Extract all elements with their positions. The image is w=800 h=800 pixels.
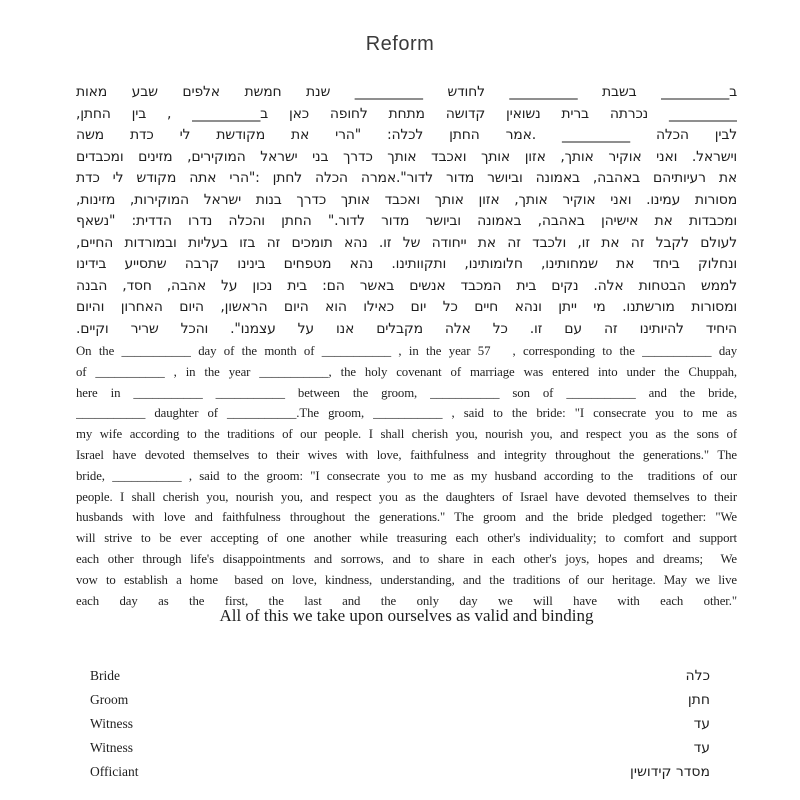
hebrew-text-line: לעולם לקבל זה את זו, ולכבד זה את ייחודה של זו. נהא תומכים זה בזו בעליות ובמורדות החיים, [76, 234, 737, 251]
english-text-line: will strive to be ever accepting of one another while treasuring each other's individuality; to comfort and support [76, 531, 737, 546]
english-text-line: my wife according to the traditions of our people. I shall cherish you, nourish you, and respect you as the sons of [76, 427, 737, 442]
hebrew-paragraph [76, 82, 737, 340]
signature-label-hebrew: חתן [687, 692, 710, 708]
signature-row [90, 668, 710, 692]
hebrew-text-line: וישראל. ואני אוקיר אותך, אזון אותך ואכבד אותך כדרך בני ישראל המוקירים, מזינים ומכבדים [76, 148, 737, 165]
hebrew-text-line: ב__________ בשבת __________ לחודש __________ שנת חמשת אלפים שבע מאות [76, 84, 737, 100]
english-text-line: husbands with love and faithfulness throughout the generations." The groom and the bride pledged together: "We [76, 510, 737, 525]
english-text-line: of ___________ , in the year ___________, the holy covenant of marriage was entered into under the Chuppah, [76, 364, 737, 379]
signature-label-hebrew: מסדר קידושין [630, 764, 710, 780]
english-text-line: vow to establish a home based on love, kindness, understanding, and the traditions of our heritage. May we live [76, 572, 737, 587]
hebrew-text-line: את רעיותיהם באהבה, באמונה וביושר מדור לדור".אמרה הכלה לחתן :"הרי אתה מקודש לי כדת [76, 170, 737, 186]
english-text-line: each day as the first, the last and the only day we will have with each other." [76, 593, 737, 608]
english-text-line: here in ___________ ___________ between the groom, ___________ son of ___________ and the bride, [76, 385, 737, 400]
signature-label-hebrew: עד [693, 740, 710, 756]
signature-label-english: Bride [90, 668, 120, 683]
signature-label-hebrew: עד [693, 716, 710, 732]
english-text-line: Israel have devoted themselves to their wives with love, faithfulness and integrity throughout the generations." The [76, 447, 737, 462]
english-text-line: people. I shall cherish you, nourish you, and respect you as the daughters of Israel have devoted themselves to their [76, 489, 737, 504]
signature-label-english: Witness [90, 716, 133, 731]
signature-label-english: Officiant [90, 764, 139, 779]
hebrew-text-line: __________ נכרתה ברית נשואין קדושה מתחת לחופה כאן ב__________ , בין החתן, [76, 105, 737, 122]
hebrew-text-line: היחיד להיותינו זה עם זו. כל אלה מקבלים אנו על עצמנו". והכל שריר וקיים. [76, 320, 737, 337]
signature-label-english: Witness [90, 740, 133, 755]
signature-section [90, 668, 710, 788]
english-text-line: ___________ daughter of ___________.The groom, ___________ , said to the bride: "I consecrate you to me as [76, 406, 737, 421]
english-paragraph [76, 341, 737, 611]
english-text-line: bride, ___________ , said to the groom: "I consecrate you to me as my husband according to the traditions of our [76, 468, 737, 483]
signature-row [90, 716, 710, 740]
signature-label-hebrew: כלה [685, 668, 710, 684]
hebrew-text-line: ומסורות מורשתנו. מי ייתן ונהא חיים כל יום כאילו הוא היום הראשון, היום האחרון והיום [76, 299, 737, 315]
hebrew-text-line: ונחלוק ביחד את שמחותינו, חלומותינו, ותקוותינו. נהא מטפחים בינינו קרבה שתסייע בידינו [76, 256, 737, 272]
signature-row [90, 740, 710, 764]
closing-statement: All of this we take upon ourselves as valid and binding [219, 606, 594, 625]
hebrew-text-line: לממש הבטחות אלה. נקים בית המכבד אנשים באשר הם: בית נכון על אהבה, חסד, הבנה [76, 277, 737, 294]
english-text-line: On the ___________ day of the month of ___________ , in the year 57 , corresponding to the ___________ day [76, 344, 737, 358]
signature-row [90, 692, 710, 716]
signature-row [90, 764, 710, 788]
page-title: Reform [365, 33, 435, 55]
hebrew-text-line: לבין הכלה __________ .אמר החתן לכלה: "הרי את מקודשת לי כדת משה [76, 127, 737, 143]
hebrew-text-line: ומכבדות את אישיהן באהבה, באמונה וביושר מדור לדור." החתן והכלה נדרו הדדית: "נשאף [76, 213, 737, 229]
signature-label-english: Groom [90, 692, 129, 707]
english-text-line: each other through life's disappointments and sorrows, and to share in each other's joys, hopes and dreams; We [76, 551, 737, 566]
hebrew-text-line: מסורות עמינו. ואני אוקיר אותך, אזון אותך ואכבד אותך כדרך בנות ישראל המוקירות, מזינות, [76, 191, 737, 208]
